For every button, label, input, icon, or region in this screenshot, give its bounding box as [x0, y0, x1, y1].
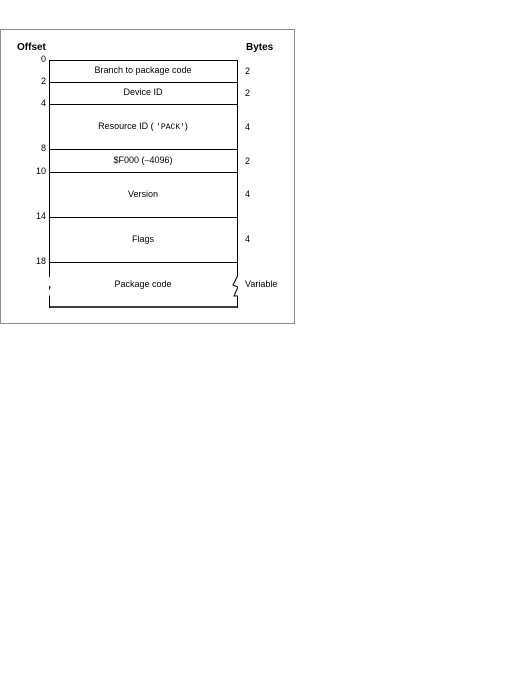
offset-label: 2	[40, 76, 46, 86]
bytes-value: 4	[245, 189, 251, 199]
field-label: Flags	[131, 234, 154, 244]
bytes-value: 2	[245, 66, 251, 76]
offset-label: 10	[35, 166, 46, 176]
bytes-value: 4	[245, 122, 251, 132]
field-label: Branch to package code	[94, 65, 192, 75]
field-label: $F000 (–4096)	[113, 155, 173, 165]
bytes-header: Bytes	[246, 42, 274, 53]
right-break-edge	[233, 60, 238, 308]
offset-label: 8	[40, 143, 46, 153]
left-break-edge	[49, 60, 50, 308]
bytes-value: 2	[245, 88, 251, 98]
field-label-prefix: Resource ID (	[98, 121, 154, 131]
field-label: Device ID	[123, 87, 163, 97]
bytes-value: Variable	[245, 279, 278, 289]
record-layout-table	[49, 60, 238, 308]
offset-label: 14	[35, 211, 46, 221]
field-label: Package code	[114, 279, 172, 289]
field-label	[49, 121, 237, 132]
offset-label: 18	[35, 256, 46, 266]
field-label-suffix: )	[184, 121, 188, 131]
offset-label: 4	[40, 98, 46, 108]
field-label-code: 'PACK'	[156, 123, 185, 132]
bytes-value: 2	[245, 156, 251, 166]
offset-label: 0	[40, 54, 46, 64]
bytes-value: 4	[245, 234, 251, 244]
offset-header: Offset	[17, 42, 46, 53]
field-label: Version	[127, 189, 159, 199]
